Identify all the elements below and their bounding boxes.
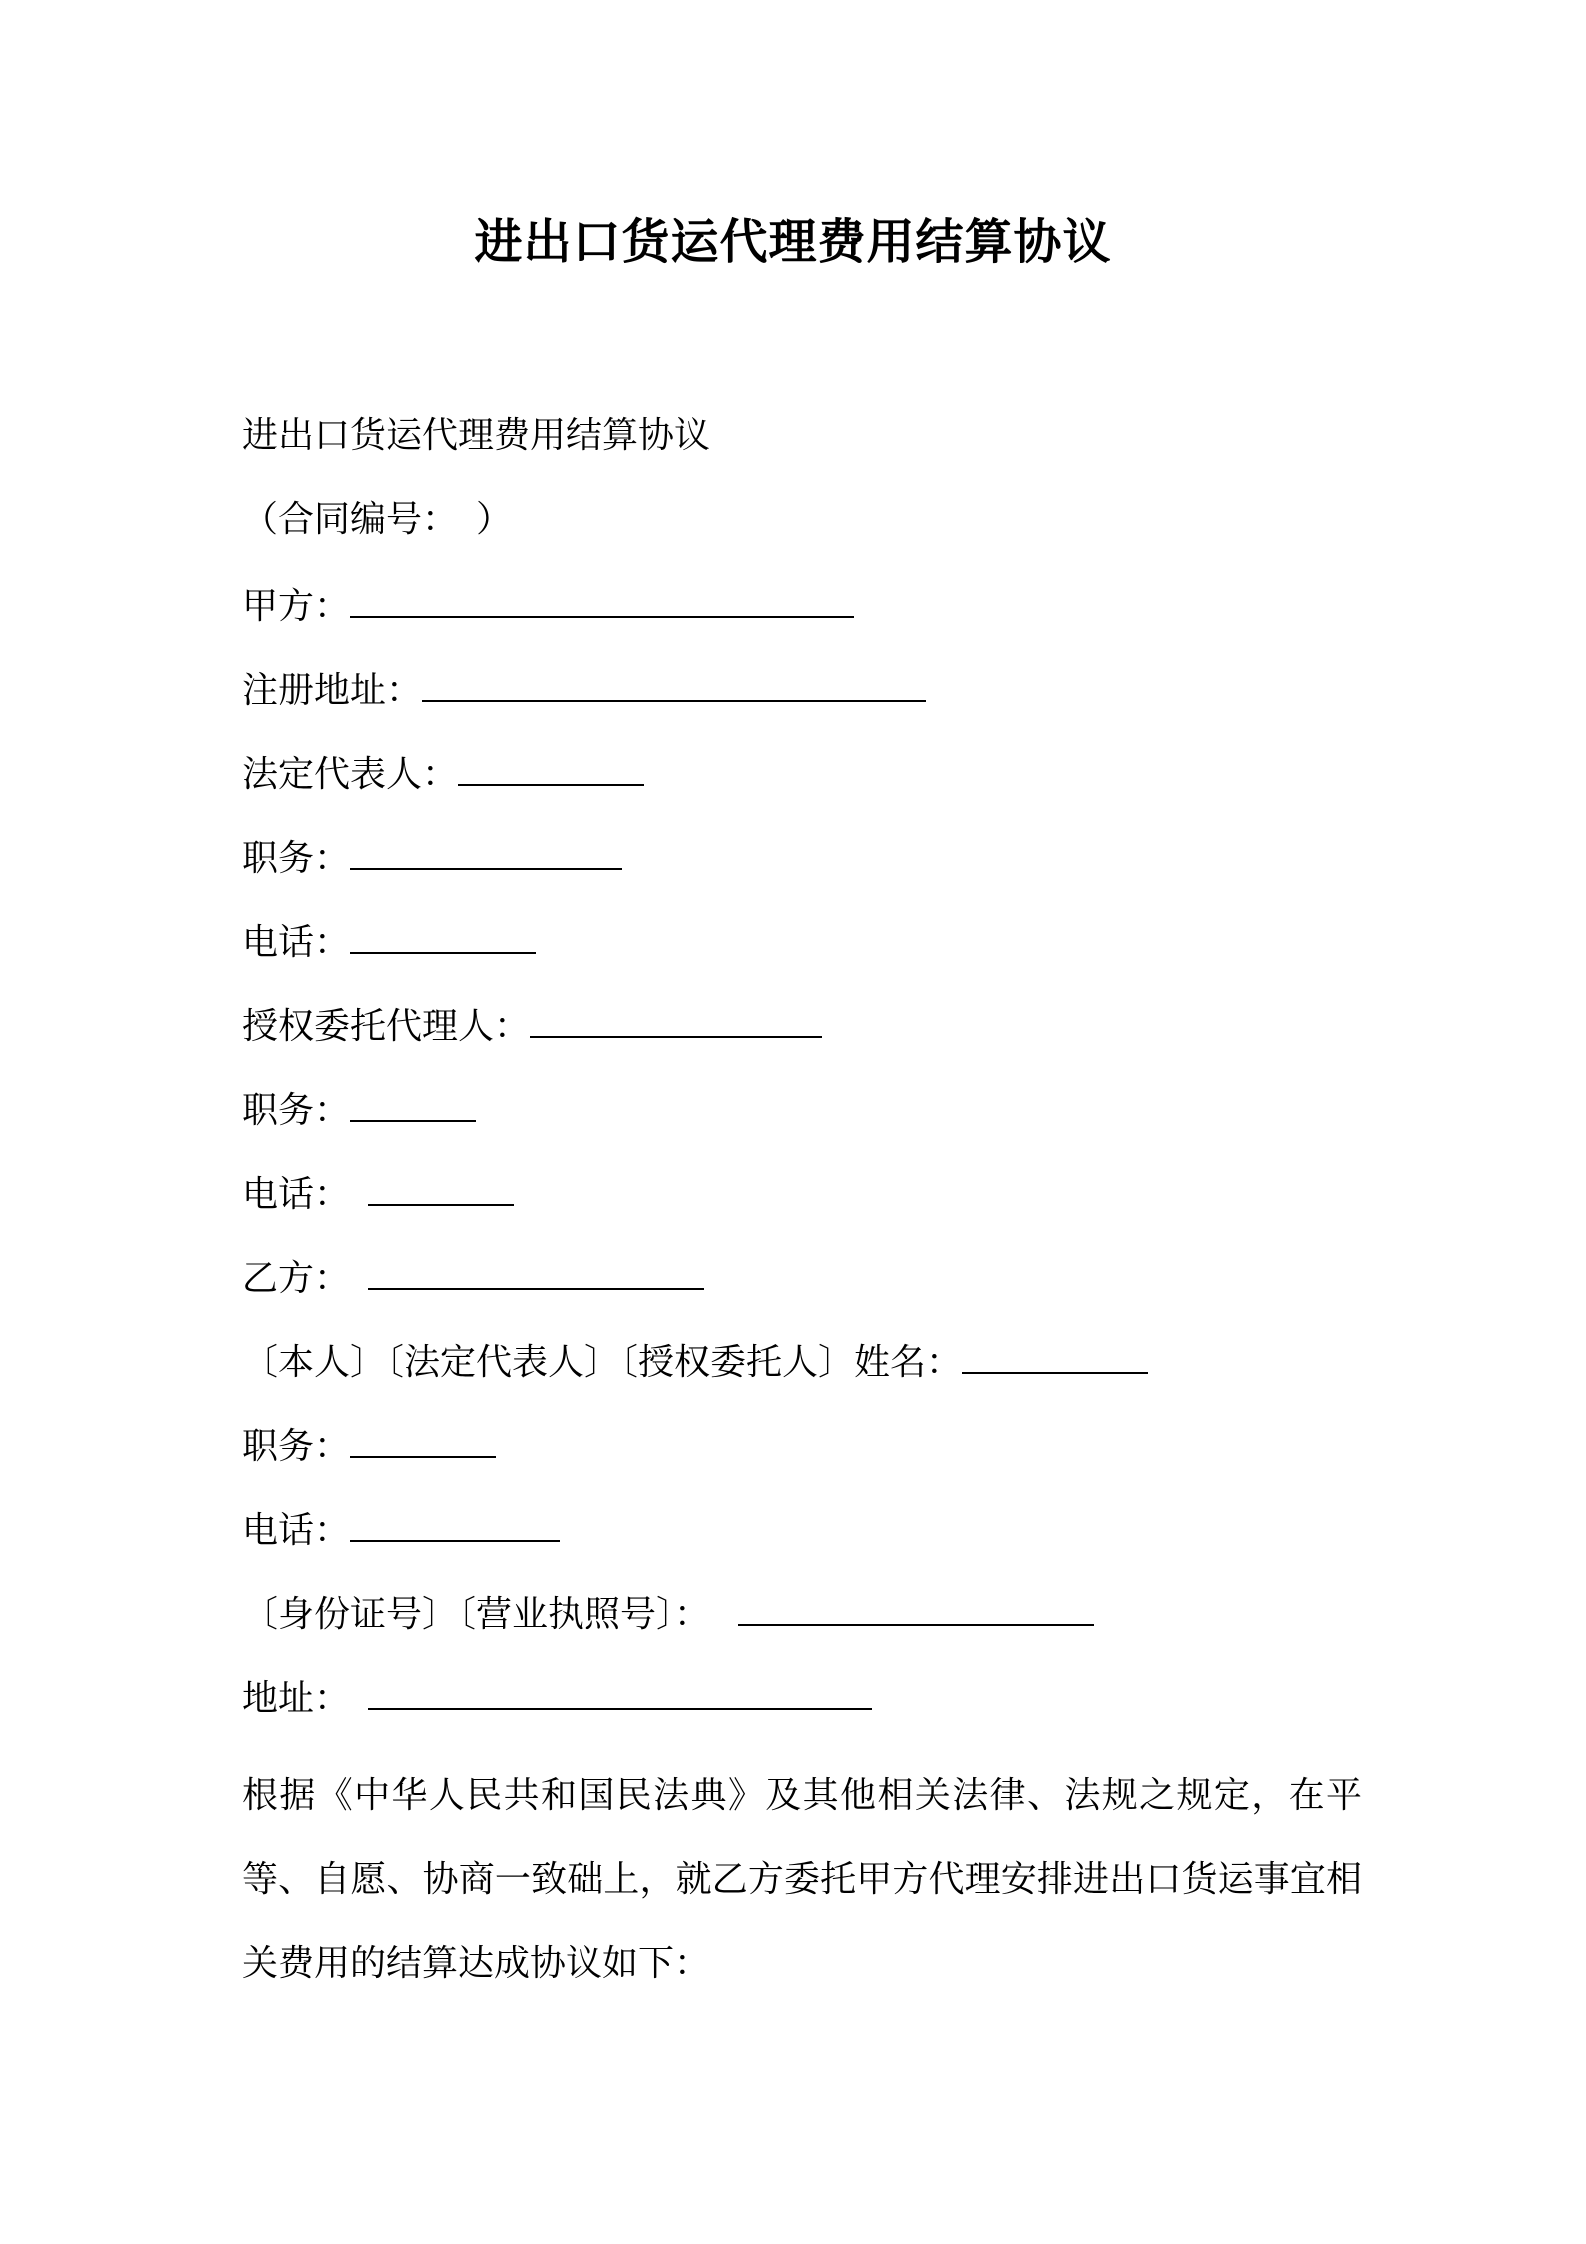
party-a-agent-position-line: [242, 1080, 1362, 1164]
party-a-agent-blank[interactable]: [530, 996, 822, 1038]
party-a-agent-phone-blank[interactable]: [368, 1164, 514, 1206]
party-a-legal-rep-line: [242, 744, 1362, 828]
contract-number-line: [242, 492, 1362, 576]
party-a-name-label: 甲方：: [242, 586, 351, 627]
party-a-legal-rep-label: 法定代表人：: [242, 754, 459, 795]
party-a-name-blank[interactable]: [350, 576, 854, 618]
party-b-id-line: [242, 1584, 1362, 1668]
party-b-address-label: 地址：: [242, 1678, 351, 1719]
party-a-address-blank[interactable]: [422, 660, 926, 702]
party-a-agent-line: [242, 996, 1362, 1080]
party-b-position-blank[interactable]: [350, 1416, 496, 1458]
party-a-name-line: [242, 576, 1362, 660]
party-a-phone-blank[interactable]: [350, 912, 536, 954]
document-subtitle: [242, 408, 1362, 492]
subtitle-text: 进出口货运代理费用结算协议: [242, 415, 711, 456]
party-a-phone-line: [242, 912, 1362, 996]
party-b-id-label: 〔身份证号〕〔营业执照号〕：: [242, 1594, 711, 1635]
party-a-phone-label: 电话：: [242, 922, 351, 963]
party-a-position-label: 职务：: [242, 838, 351, 879]
party-a-agent-position-blank[interactable]: [350, 1080, 476, 1122]
party-b-name-line: [242, 1248, 1362, 1332]
party-b-rep-line: [242, 1332, 1362, 1416]
document-title: 进出口货运代理费用结算协议: [474, 214, 1112, 270]
party-b-name-label: 乙方：: [242, 1258, 351, 1299]
party-a-agent-position-label: 职务：: [242, 1090, 351, 1131]
party-a-address-label: 注册地址：: [242, 670, 423, 711]
party-b-phone-blank[interactable]: [350, 1500, 560, 1542]
party-b-name-blank[interactable]: [368, 1248, 704, 1290]
preamble-paragraph: 根据《中华人民共和国民法典》及其他相关法律、法规之规定，在平等、自愿、协商一致础上，就乙方委托甲方代理安排进出口货运事宜相关费用的结算达成协议如下：: [242, 1775, 1362, 1984]
party-b-rep-label: 〔本人〕〔法定代表人〕〔授权委托人〕姓名：: [242, 1342, 963, 1383]
party-b-phone-label: 电话：: [242, 1510, 351, 1551]
party-a-address-line: [242, 660, 1362, 744]
party-b-position-line: [242, 1416, 1362, 1500]
party-a-agent-phone-label: 电话：: [242, 1174, 351, 1215]
party-a-agent-label: 授权委托代理人：: [242, 1006, 531, 1047]
contract-number-label: （合同编号： ）: [242, 499, 513, 540]
party-b-address-line: [242, 1668, 1362, 1752]
party-b-address-blank[interactable]: [368, 1668, 872, 1710]
party-a-position-blank[interactable]: [350, 828, 622, 870]
party-b-rep-blank[interactable]: [962, 1332, 1148, 1374]
document-body: [242, 408, 1362, 2006]
party-a-agent-phone-line: [242, 1164, 1362, 1248]
party-b-position-label: 职务：: [242, 1426, 351, 1467]
party-a-legal-rep-blank[interactable]: [458, 744, 644, 786]
party-b-id-blank[interactable]: [738, 1584, 1094, 1626]
party-a-position-line: [242, 828, 1362, 912]
party-b-phone-line: [242, 1500, 1362, 1584]
